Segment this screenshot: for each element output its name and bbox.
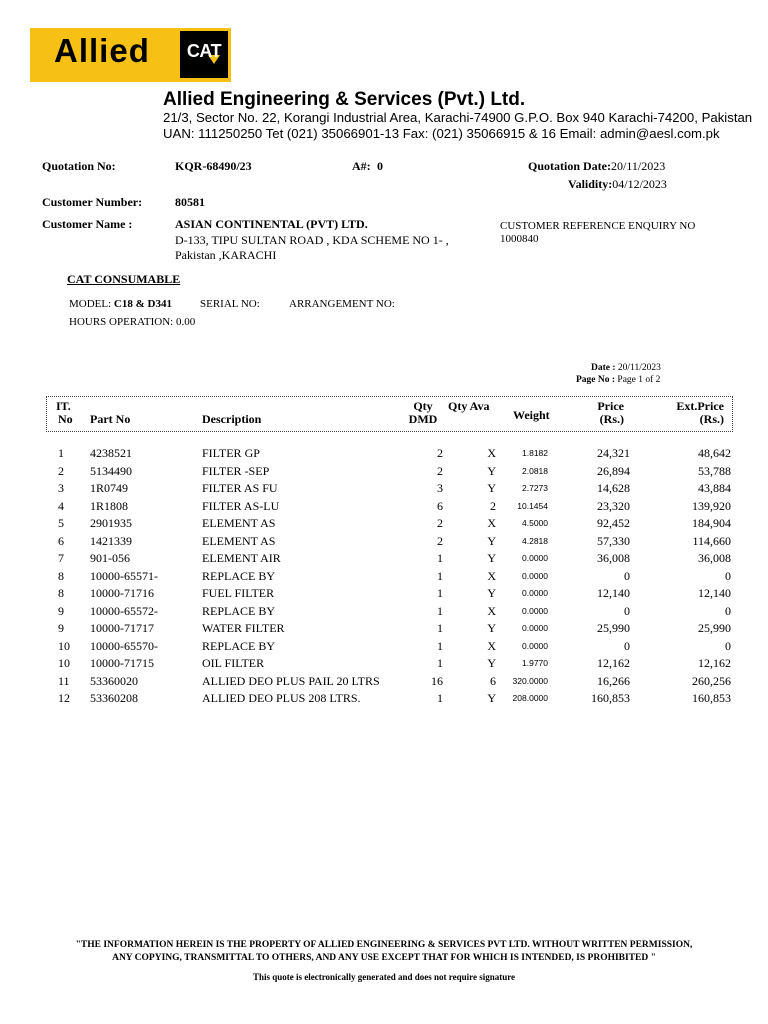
page-number-label: Page No : xyxy=(576,375,616,385)
cell-weight: 0.0000 xyxy=(522,588,548,598)
col-header-price-line2: (Rs.) xyxy=(599,412,624,426)
cell-weight: 1.9770 xyxy=(522,658,548,668)
cell-ava: Y xyxy=(487,481,496,495)
footer-notice-line1: "THE INFORMATION HEREIN IS THE PROPERTY OF ALLIED ENGINEERING & SERVICES PVT LTD. WITHOUT WRITTEN PERMISSION, xyxy=(75,940,693,950)
cell-desc: REPLACE BY xyxy=(202,638,276,653)
customer-number-value: 80581 xyxy=(175,195,205,209)
cell-weight: 0.0000 xyxy=(522,553,548,563)
col-header-qty-line2: DMD xyxy=(408,412,438,426)
cell-ext: 114,660 xyxy=(692,533,731,548)
col-header-qty xyxy=(400,400,446,426)
customer-name-value: ASIAN CONTINENTAL (PVT) LTD. xyxy=(175,217,368,231)
cell-desc: REPLACE BY xyxy=(202,603,276,618)
cell-it: 9 xyxy=(58,603,64,618)
cell-part: 2901935 xyxy=(90,516,132,530)
quotation-date xyxy=(528,159,665,174)
cell-qty: 1 xyxy=(437,691,443,705)
cell-weight: 2.7273 xyxy=(522,483,548,493)
col-header-qty-line1: Qty xyxy=(413,399,433,413)
hours-operation xyxy=(69,316,195,328)
col-header-part: Part No xyxy=(90,412,131,426)
col-header-ext-line1: Ext.Price xyxy=(676,399,724,413)
cell-desc: ELEMENT AS xyxy=(202,516,276,530)
cell-ext: 0 xyxy=(725,603,731,618)
cell-ava: Y xyxy=(487,533,496,548)
cell-qty: 1 xyxy=(437,551,443,565)
cell-desc: FILTER AS FU xyxy=(202,481,278,495)
customer-number-label: Customer Number: xyxy=(42,195,143,209)
cell-qty: 2 xyxy=(437,516,443,530)
validity-value: 04/12/2023 xyxy=(612,177,667,191)
cell-qty: 3 xyxy=(437,481,443,495)
cell-weight: 0.0000 xyxy=(522,623,548,633)
cat-logo-text: CAT xyxy=(186,41,222,61)
cell-part: 4238521 xyxy=(90,446,132,460)
cell-ext: 12,140 xyxy=(698,586,731,600)
cell-it: 2 xyxy=(58,463,64,478)
cell-ext: 0 xyxy=(725,638,731,653)
cell-it: 10 xyxy=(58,638,70,653)
cell-ext: 12,162 xyxy=(698,656,731,670)
cell-ext: 48,642 xyxy=(698,446,731,460)
validity xyxy=(568,177,667,192)
col-header-ava: Qty Ava xyxy=(448,399,490,413)
cell-ext: 53,788 xyxy=(698,463,731,478)
cell-ava: Y xyxy=(487,586,496,600)
model-value: C18 & D341 xyxy=(113,298,172,310)
cell-it: 5 xyxy=(58,516,64,530)
cell-part: 10000-65572- xyxy=(90,603,158,618)
cell-ava: X xyxy=(487,603,496,618)
logo-brand-text: Allied xyxy=(54,32,150,69)
col-header-it-line2: No xyxy=(58,412,73,426)
page-number-value: Page 1 of 2 xyxy=(617,375,661,385)
cell-part: 1R0749 xyxy=(90,481,129,495)
cell-it: 8 xyxy=(58,568,64,583)
cell-qty: 1 xyxy=(437,603,443,618)
cell-desc: WATER FILTER xyxy=(202,621,285,635)
customer-ref-value: 1000840 xyxy=(500,233,539,245)
cell-ava: Y xyxy=(487,691,496,705)
company-contact: UAN: 111250250 Tet (021) 35066901-13 Fax: (021) 35066915 & 16 Email: admin@aesl.com.pk xyxy=(163,126,720,141)
col-header-price xyxy=(580,400,624,426)
col-header-it-line1: IT. xyxy=(56,399,71,413)
cell-it: 8 xyxy=(58,586,64,600)
cell-price: 92,452 xyxy=(597,516,630,530)
col-header-it xyxy=(56,400,73,426)
cell-part: 10000-71715 xyxy=(90,656,154,670)
cell-qty: 1 xyxy=(437,568,443,583)
cell-desc: FILTER AS-LU xyxy=(202,498,280,513)
cell-part: 10000-71717 xyxy=(90,621,154,635)
cell-price: 23,320 xyxy=(597,498,630,513)
cell-ext: 25,990 xyxy=(698,621,731,635)
hours-label: HOURS OPERATION: xyxy=(69,316,174,328)
quotation-no-value: KQR-68490/23 xyxy=(175,159,252,173)
cell-ava: X xyxy=(487,446,496,460)
cell-price: 16,266 xyxy=(597,673,630,688)
cell-qty: 2 xyxy=(437,533,443,548)
cell-price: 0 xyxy=(624,603,630,618)
cell-weight: 4.2818 xyxy=(522,535,548,546)
cell-weight: 4.5000 xyxy=(522,518,548,528)
quotation-no-label: Quotation No: xyxy=(42,159,116,173)
customer-address-line2: Pakistan ,KARACHI xyxy=(175,248,277,262)
cell-ext: 0 xyxy=(725,568,731,583)
cell-ext: 139,920 xyxy=(692,498,731,513)
cell-qty: 6 xyxy=(437,498,443,513)
cell-part: 5134490 xyxy=(90,463,132,478)
cell-it: 4 xyxy=(58,498,64,513)
customer-name-label: Customer Name : xyxy=(42,217,133,231)
page-date-value: 20/11/2023 xyxy=(617,363,661,373)
cell-ext: 260,256 xyxy=(692,673,731,688)
cell-ava: Y xyxy=(487,463,496,478)
model-label: MODEL: xyxy=(69,298,112,310)
cell-weight: 0.0000 xyxy=(522,640,548,651)
cell-it: 1 xyxy=(58,446,64,460)
footer-signature-note: This quote is electronically generated and does not require signature xyxy=(252,972,516,982)
col-header-desc: Description xyxy=(202,412,262,426)
cell-qty: 2 xyxy=(437,463,443,478)
cell-it: 9 xyxy=(58,621,64,635)
serial-label: SERIAL NO: xyxy=(200,298,260,310)
cell-ava: Y xyxy=(487,621,496,635)
cell-weight: 0.0000 xyxy=(522,570,548,581)
cell-desc: FUEL FILTER xyxy=(202,586,275,600)
col-header-ext-line2: (Rs.) xyxy=(699,412,724,426)
cell-qty: 1 xyxy=(437,586,443,600)
cell-part: 53360020 xyxy=(90,673,138,688)
cell-qty: 2 xyxy=(437,446,443,460)
cell-part: 53360208 xyxy=(90,691,138,705)
cell-ava: Y xyxy=(487,656,496,670)
arrangement-label: ARRANGEMENT NO: xyxy=(289,298,395,310)
cell-price: 0 xyxy=(624,638,630,653)
cell-price: 160,853 xyxy=(591,691,630,705)
col-header-weight: Weight xyxy=(513,408,550,422)
hours-value: 0.00 xyxy=(175,316,196,328)
table-header xyxy=(46,396,733,432)
cell-it: 6 xyxy=(58,533,64,548)
col-header-ext xyxy=(660,400,724,426)
cell-part: 10000-65570- xyxy=(90,638,158,653)
section-title: CAT CONSUMABLE xyxy=(67,272,181,286)
cell-qty: 1 xyxy=(437,656,443,670)
cell-ext: 160,853 xyxy=(692,691,731,705)
quotation-date-label: Quotation Date: xyxy=(528,159,611,173)
cell-it: 11 xyxy=(58,673,70,688)
a-number-value: 0 xyxy=(377,159,383,173)
cell-desc: OIL FILTER xyxy=(202,656,265,670)
cell-weight: 10.1454 xyxy=(517,500,548,511)
cell-price: 36,008 xyxy=(597,551,630,565)
cell-part: 901-056 xyxy=(90,551,130,565)
cell-desc: FILTER -SEP xyxy=(202,463,270,478)
cell-part: 10000-65571- xyxy=(90,568,158,583)
cell-part: 1R1808 xyxy=(90,498,129,513)
cell-weight: 0.0000 xyxy=(522,605,548,616)
cell-ava: X xyxy=(487,568,496,583)
cell-desc: ELEMENT AS xyxy=(202,533,276,548)
cell-price: 0 xyxy=(624,568,630,583)
cell-price: 12,162 xyxy=(597,656,630,670)
model xyxy=(69,298,172,310)
validity-label: Validity: xyxy=(568,177,613,191)
cell-price: 14,628 xyxy=(597,481,630,495)
cell-it: 3 xyxy=(58,481,64,495)
cell-price: 24,321 xyxy=(597,446,630,460)
page-date xyxy=(591,363,661,373)
cell-it: 10 xyxy=(58,656,70,670)
page-date-label: Date : xyxy=(591,363,616,373)
page-number xyxy=(576,375,660,385)
cell-desc: ELEMENT AIR xyxy=(202,551,281,565)
cell-weight: 1.8182 xyxy=(522,448,548,458)
cell-desc: REPLACE BY xyxy=(202,568,276,583)
cell-weight: 2.0818 xyxy=(522,465,548,476)
col-header-price-line1: Price xyxy=(597,399,624,413)
cell-part: 10000-71716 xyxy=(90,586,154,600)
cell-price: 57,330 xyxy=(597,533,630,548)
customer-address-line1: D-133, TIPU SULTAN ROAD , KDA SCHEME NO 1- , xyxy=(175,233,449,247)
cell-desc: FILTER GP xyxy=(202,446,260,460)
cell-it: 7 xyxy=(58,551,64,565)
cell-ext: 43,884 xyxy=(698,481,731,495)
cell-desc: ALLIED DEO PLUS PAIL 20 LTRS xyxy=(202,673,380,688)
cell-price: 25,990 xyxy=(597,621,630,635)
cell-qty: 1 xyxy=(437,638,443,653)
cell-weight: 208.0000 xyxy=(512,693,548,703)
cat-logo xyxy=(180,31,228,78)
a-number-label: A#: xyxy=(352,159,371,173)
cell-desc: ALLIED DEO PLUS 208 LTRS. xyxy=(202,691,361,705)
cell-price: 12,140 xyxy=(597,586,630,600)
cell-ava: X xyxy=(487,516,496,530)
cell-ext: 36,008 xyxy=(698,551,731,565)
company-address: 21/3, Sector No. 22, Korangi Industrial Area, Karachi-74900 G.P.O. Box 940 Karachi-74200, Pakistan xyxy=(163,110,753,125)
cell-ava: 6 xyxy=(490,673,496,688)
cell-ava: Y xyxy=(487,551,496,565)
cell-ava: X xyxy=(487,638,496,653)
cell-price: 26,894 xyxy=(597,463,630,478)
cell-weight: 320.0000 xyxy=(512,675,548,686)
company-name: Allied Engineering & Services (Pvt.) Ltd. xyxy=(163,89,526,110)
quotation-date-value: 20/11/2023 xyxy=(611,159,666,173)
footer-notice-line2: ANY COPYING, TRANSMITTAL TO OTHERS, AND ANY USE EXCEPT THAT FOR WHICH IS INTENDED, IS PROHIBITED " xyxy=(112,953,656,963)
cell-ext: 184,904 xyxy=(692,516,731,530)
company-logo xyxy=(30,28,231,82)
customer-ref-label: CUSTOMER REFERENCE ENQUIRY NO xyxy=(500,220,696,232)
cell-part: 1421339 xyxy=(90,533,132,548)
cell-ava: 2 xyxy=(490,498,496,513)
cell-qty: 16 xyxy=(431,673,443,688)
cell-it: 12 xyxy=(58,691,70,705)
cell-qty: 1 xyxy=(437,621,443,635)
